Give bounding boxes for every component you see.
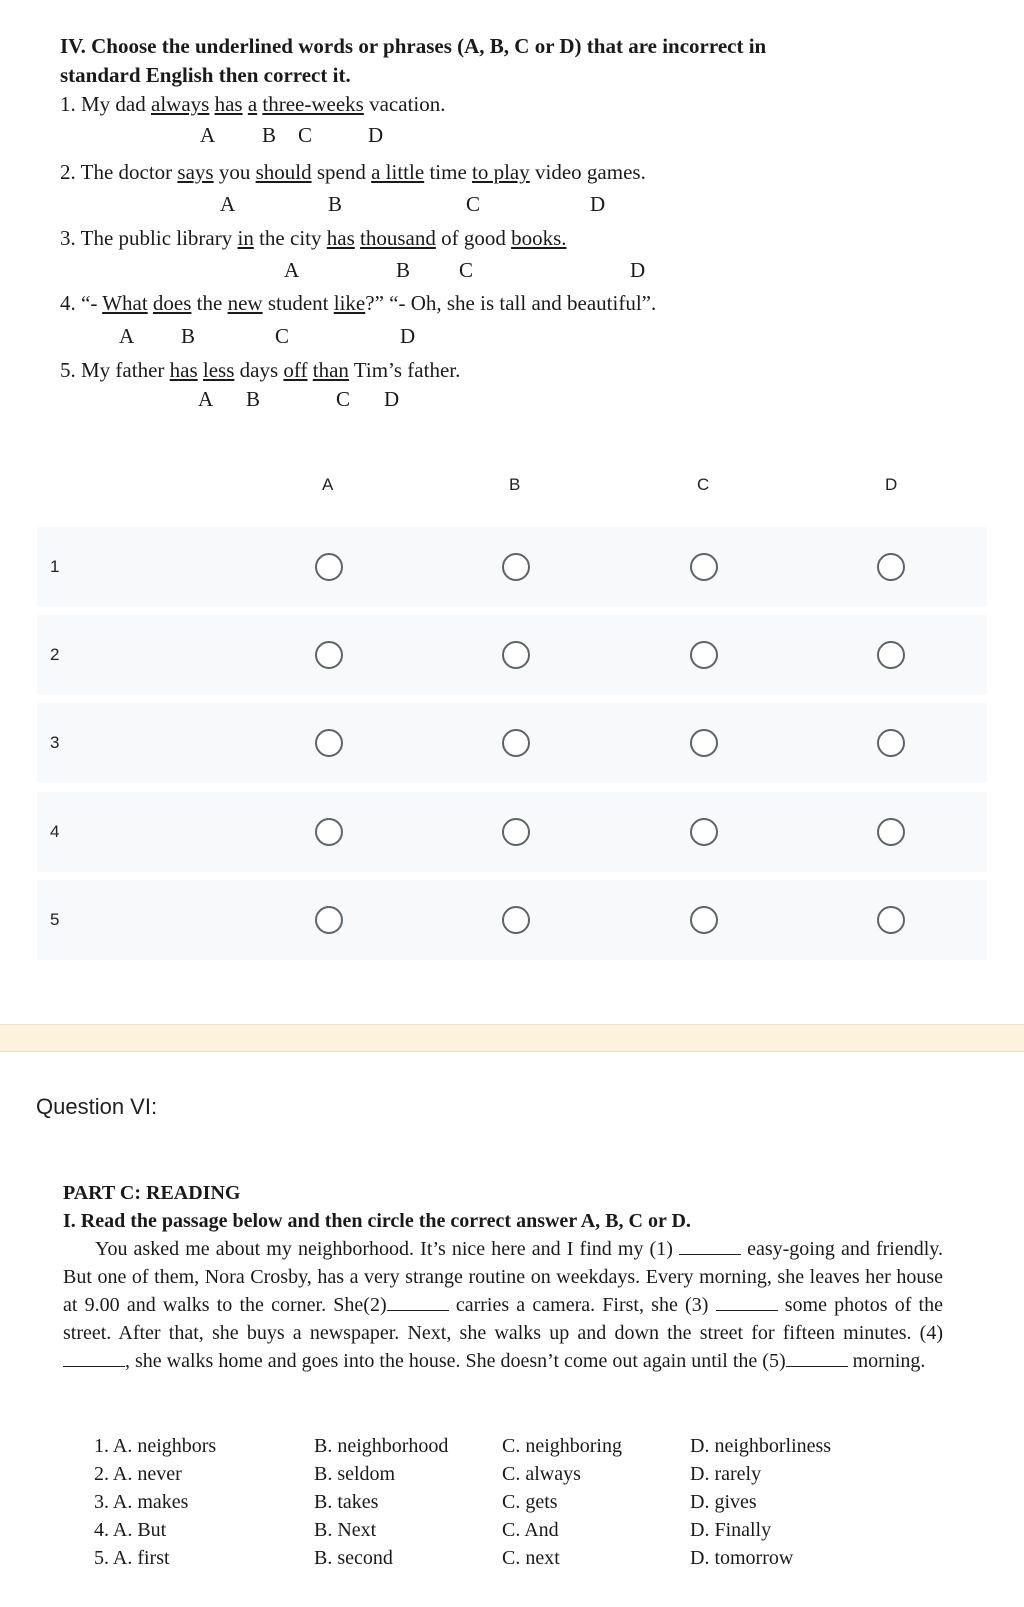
row-label: 5 — [50, 910, 60, 929]
q2-letter-c: C — [466, 192, 481, 216]
question-title: Question VI: — [36, 1094, 158, 1119]
radio-3-b[interactable] — [502, 729, 530, 757]
question-1: 1. My dad always has a three-weeks vacation. — [60, 92, 446, 116]
blank-3 — [716, 1292, 778, 1311]
option-5-b: B. second — [314, 1547, 393, 1569]
radio-3-d[interactable] — [877, 729, 905, 757]
grid-row-5 — [37, 880, 987, 960]
reading-instruction: I. Read the passage below and then circle the correct answer A, B, C or D. — [63, 1210, 691, 1232]
option-1-a: 1. A. neighbors — [94, 1435, 217, 1457]
q5-letter-c: C — [336, 387, 351, 411]
radio-4-d[interactable] — [877, 818, 905, 846]
q1-letter-b: B — [262, 123, 277, 147]
row-label: 3 — [50, 733, 60, 752]
option-2-d: D. rarely — [690, 1463, 762, 1485]
blank-5 — [786, 1348, 848, 1367]
q5-letter-b: B — [246, 387, 261, 411]
option-1-c: C. neighboring — [502, 1435, 622, 1457]
column-header-c: C — [697, 475, 710, 494]
q4-letter-a: A — [119, 324, 135, 348]
option-2-b: B. seldom — [314, 1463, 396, 1485]
q3-letter-c: C — [459, 258, 474, 282]
reading-part-title: PART C: READING — [63, 1182, 241, 1204]
q1-letter-a: A — [200, 123, 216, 147]
option-3-b: B. takes — [314, 1491, 379, 1513]
question-4: 4. “- What does the new student like?” “- Oh, she is tall and beautiful”. — [60, 291, 657, 315]
radio-1-b[interactable] — [502, 553, 530, 581]
q4-letter-b: B — [181, 324, 196, 348]
row-label: 4 — [50, 822, 60, 841]
blank-1 — [679, 1236, 741, 1255]
q2-letter-d: D — [590, 192, 606, 216]
row-label: 2 — [50, 645, 60, 664]
exercise-title-line2: standard English then correct it. — [60, 63, 351, 87]
radio-2-d[interactable] — [877, 641, 905, 669]
radio-5-a[interactable] — [315, 906, 343, 934]
exercise-title-line1: IV. Choose the underlined words or phrases (A, B, C or D) that are incorrect in — [60, 34, 767, 58]
option-1-b: B. neighborhood — [314, 1435, 449, 1457]
radio-1-a[interactable] — [315, 553, 343, 581]
radio-4-a[interactable] — [315, 818, 343, 846]
radio-2-a[interactable] — [315, 641, 343, 669]
q3-letter-a: A — [284, 258, 300, 282]
radio-2-b[interactable] — [502, 641, 530, 669]
q2-letter-a: A — [220, 192, 236, 216]
radio-3-c[interactable] — [690, 729, 718, 757]
option-4-a: 4. A. But — [94, 1519, 167, 1541]
radio-5-d[interactable] — [877, 906, 905, 934]
radio-5-b[interactable] — [502, 906, 530, 934]
q2-letter-b: B — [328, 192, 343, 216]
option-2-a: 2. A. never — [94, 1463, 182, 1485]
column-header-d: D — [885, 475, 898, 494]
grid-row-1 — [37, 527, 987, 607]
radio-2-c[interactable] — [690, 641, 718, 669]
row-label: 1 — [50, 557, 60, 576]
column-header-a: A — [322, 475, 334, 494]
option-2-c: C. always — [502, 1463, 581, 1485]
q5-letter-a: A — [198, 387, 214, 411]
option-3-a: 3. A. makes — [94, 1491, 189, 1513]
q5-letter-d: D — [384, 387, 400, 411]
blank-2 — [387, 1292, 449, 1311]
radio-4-b[interactable] — [502, 818, 530, 846]
section-separator — [0, 1024, 1024, 1052]
q1-letter-d: D — [368, 123, 384, 147]
radio-5-c[interactable] — [690, 906, 718, 934]
q3-letter-d: D — [630, 258, 646, 282]
blank-4 — [63, 1348, 125, 1367]
q3-letter-b: B — [396, 258, 411, 282]
column-header-b: B — [509, 475, 521, 494]
option-5-a: 5. A. first — [94, 1547, 170, 1569]
option-4-c: C. And — [502, 1519, 559, 1541]
q4-letter-d: D — [400, 324, 416, 348]
option-5-d: D. tomorrow — [690, 1547, 794, 1569]
question-3: 3. The public library in the city has thousand of good books. — [60, 226, 567, 250]
option-3-c: C. gets — [502, 1491, 558, 1513]
radio-1-c[interactable] — [690, 553, 718, 581]
radio-1-d[interactable] — [877, 553, 905, 581]
grid-row-4 — [37, 792, 987, 872]
option-4-b: B. Next — [314, 1519, 377, 1541]
option-5-c: C. next — [502, 1547, 560, 1569]
radio-4-c[interactable] — [690, 818, 718, 846]
q1-letter-c: C — [298, 123, 313, 147]
question-2: 2. The doctor says you should spend a little time to play video games. — [60, 160, 646, 184]
grid-row-3 — [37, 703, 987, 783]
radio-3-a[interactable] — [315, 729, 343, 757]
option-1-d: D. neighborliness — [690, 1435, 832, 1457]
grid-row-2 — [37, 615, 987, 695]
option-4-d: D. Finally — [690, 1519, 772, 1541]
option-3-d: D. gives — [690, 1491, 757, 1513]
question-5: 5. My father has less days off than Tim’s father. — [60, 358, 461, 382]
reading-passage: You asked me about my neighborhood. It’s nice here and I find my (1) easy-going and friendly. But one of them, Nora Crosby, has a very strange routine on weekdays. Every morning, she leaves her house at 9.00 and walks to the corner. She(2) carries a camera. First, she (3) some photos of the street. After that, she buys a newspaper. Next, she walks up and down the street for fifteen minutes. (4) , she walks home and goes into the house. She doesn’t come out again until the (5) morning. — [63, 1238, 943, 1372]
q4-letter-c: C — [275, 324, 290, 348]
